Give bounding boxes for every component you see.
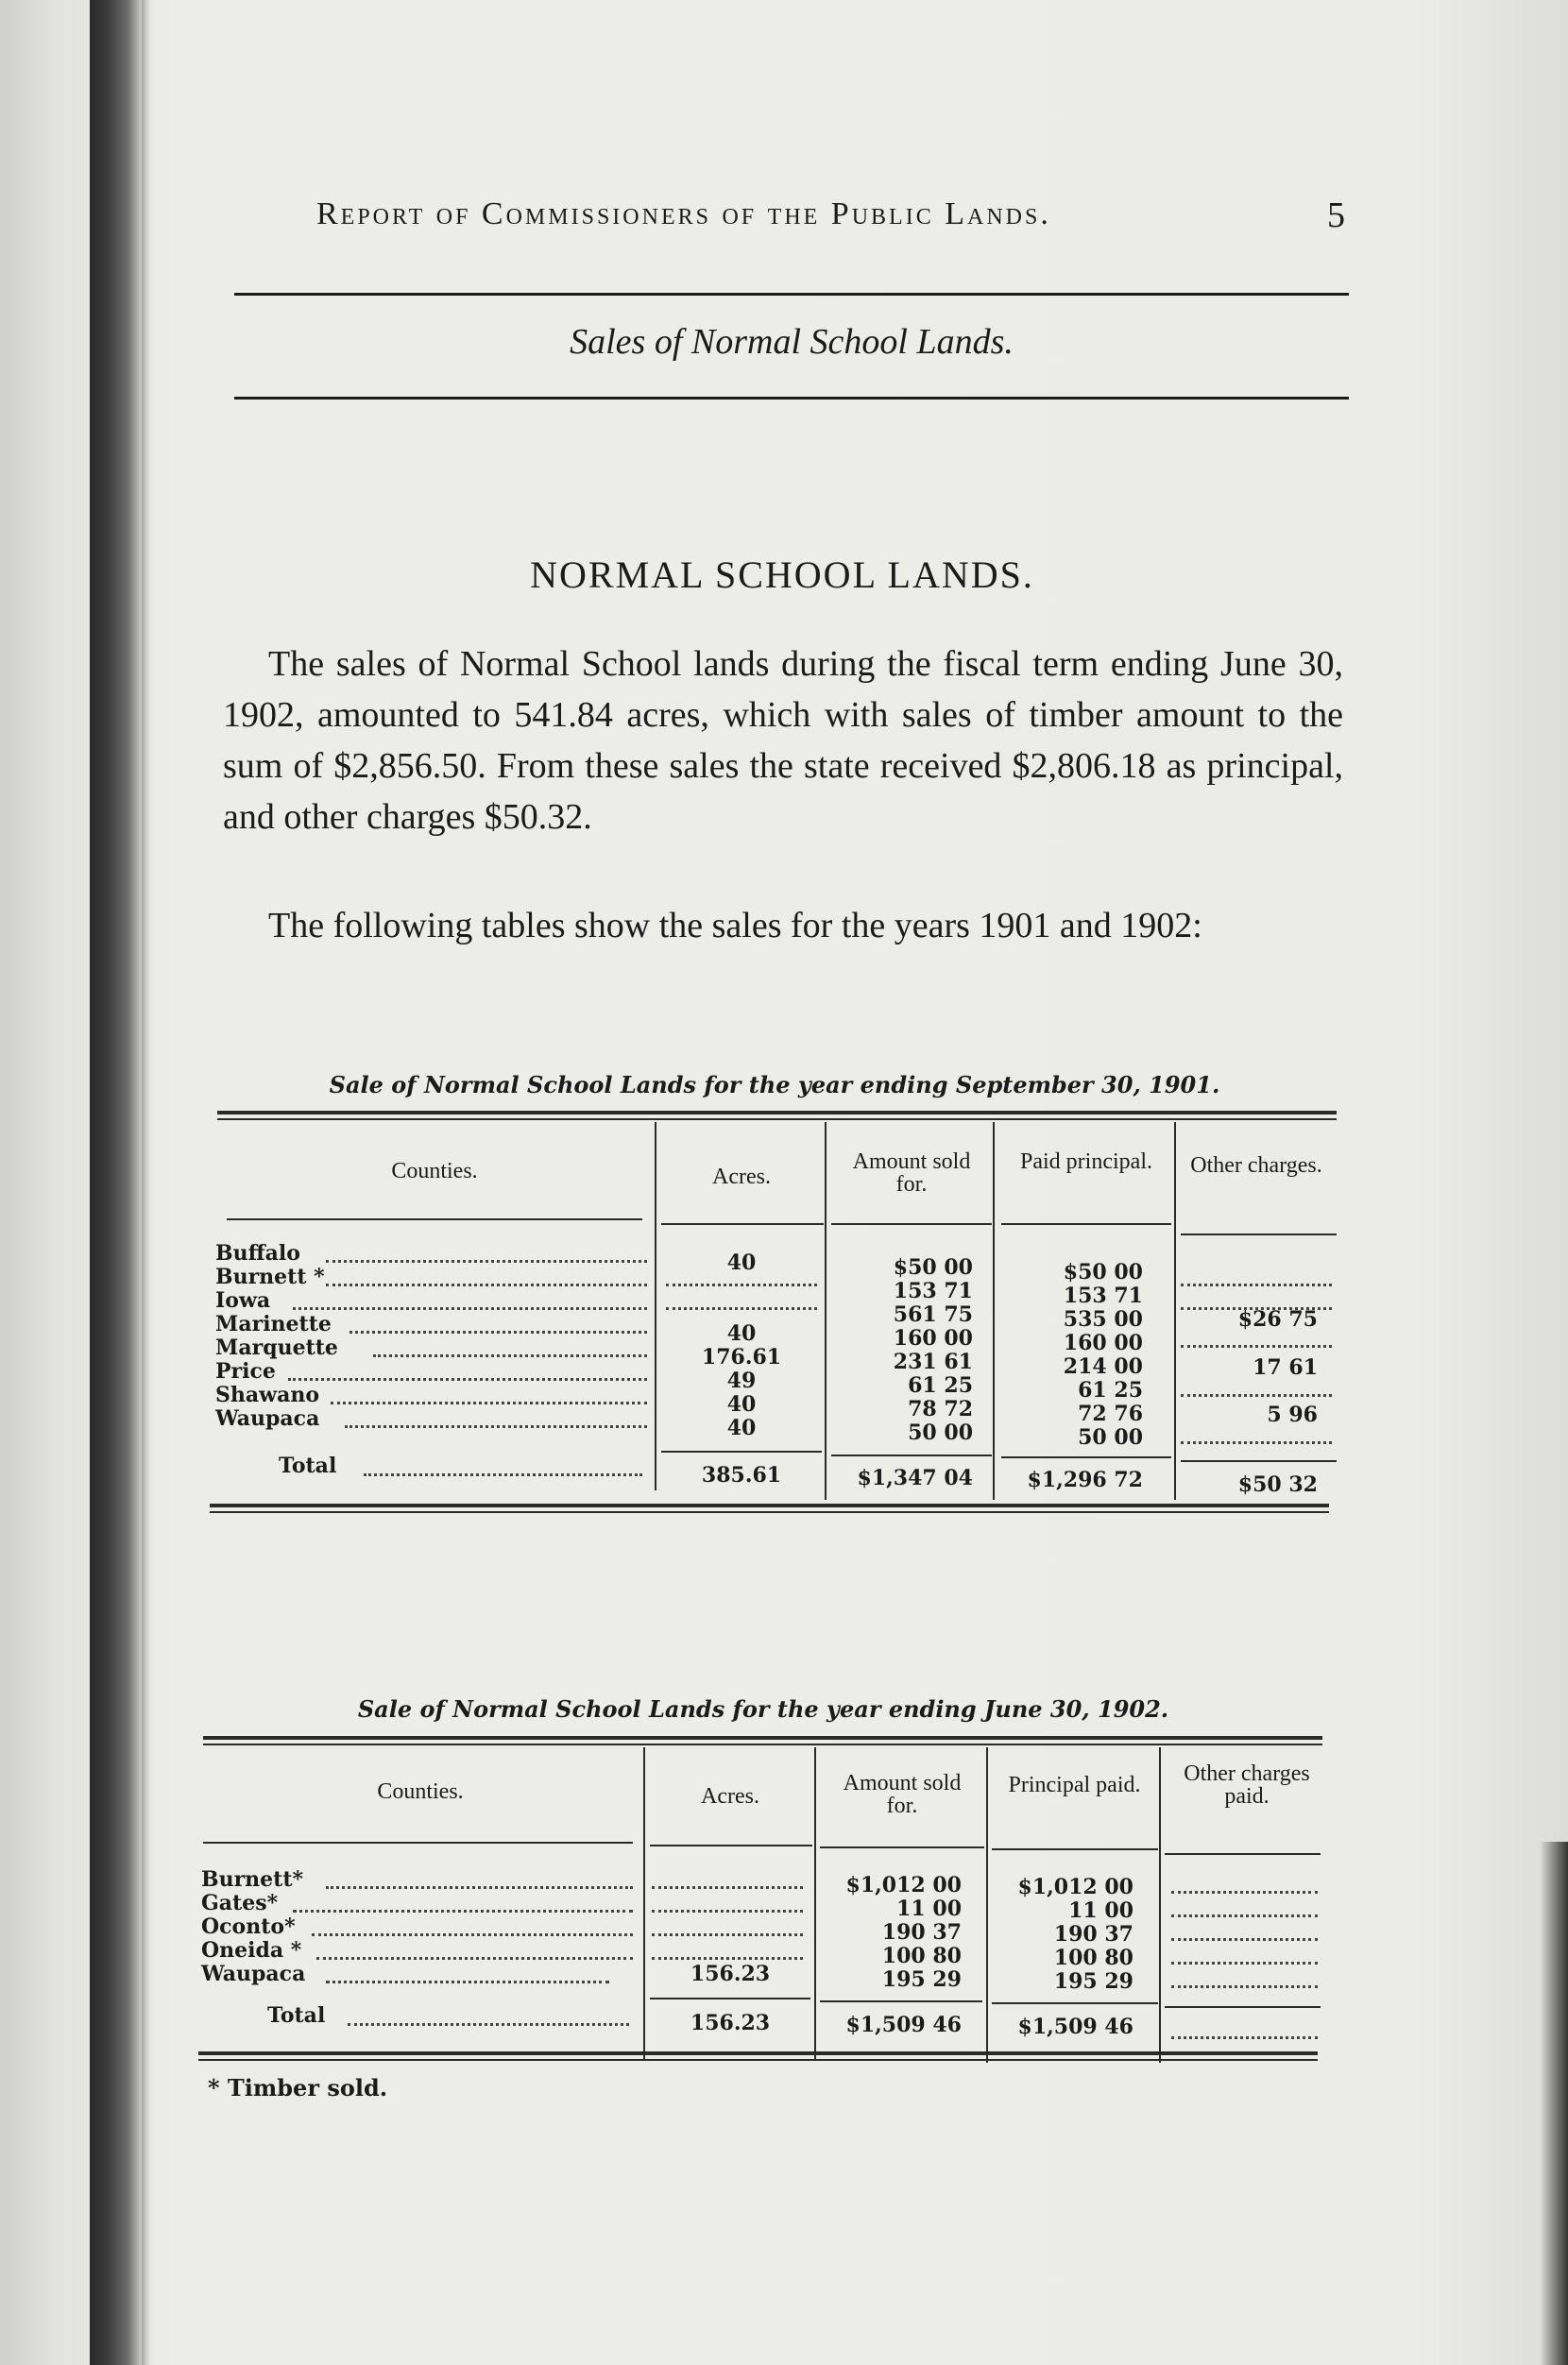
t2-amount-cell: $1,012 00 xyxy=(845,1873,962,1897)
t2-paid-cell: 100 80 xyxy=(1053,1946,1133,1970)
t1-acres-cell: 40 xyxy=(726,1392,757,1417)
t2-header-other: Other charges paid. xyxy=(1184,1761,1310,1809)
paragraph-sales-summary: The sales of Normal School lands during the fiscal term ending June 30, 1902, amounted to 541.84 acres, which with sales of timber amount to the sum of $2,856.50. From these sales the state received $2,806.18 as principal, and other charges $50.32. xyxy=(223,644,1343,837)
t2-total-acres: 156.23 xyxy=(690,2011,771,2035)
t2-amount-cell: 11 00 xyxy=(896,1897,962,1921)
t1-row-county: Marquette xyxy=(215,1336,338,1360)
page-heading: NORMAL SCHOOL LANDS. xyxy=(530,553,1034,596)
t1-total-amount: $1,347 04 xyxy=(857,1466,973,1490)
t1-paid-cell: 61 25 xyxy=(1078,1378,1143,1403)
t1-paid-cell: 72 76 xyxy=(1078,1402,1143,1426)
t2-header-counties: Counties. xyxy=(377,1779,464,1804)
t2-total-label: Total xyxy=(267,2003,326,2028)
running-head: Report of Commissioners of the Public Lands. xyxy=(316,196,1051,231)
t1-other-cell: 17 61 xyxy=(1253,1355,1318,1380)
t1-header-counties: Counties. xyxy=(391,1159,478,1183)
t1-other-cell: 5 96 xyxy=(1267,1403,1318,1427)
t1-header-amount: Amount sold for. xyxy=(852,1149,971,1197)
t1-row-county: Burnett * xyxy=(215,1265,325,1289)
t1-paid-cell: $50 00 xyxy=(1063,1260,1143,1285)
t1-paid-cell: 160 00 xyxy=(1063,1331,1143,1355)
t1-amount-cell: 231 61 xyxy=(893,1350,973,1374)
t2-header-amount: Amount sold for. xyxy=(843,1771,962,1818)
t1-amount-cell: 78 72 xyxy=(908,1397,973,1421)
t1-paid-cell: 50 00 xyxy=(1078,1425,1143,1450)
t2-amount-cell: 100 80 xyxy=(881,1944,962,1968)
t2-total-paid: $1,509 46 xyxy=(1017,2015,1133,2039)
t2-paid-cell: 195 29 xyxy=(1053,1969,1133,1994)
t1-amount-cell: 160 00 xyxy=(893,1326,973,1351)
t2-header-paid: Principal paid. xyxy=(1008,1773,1141,1797)
t1-other-cell: $26 75 xyxy=(1237,1307,1318,1332)
t1-paid-cell: 153 71 xyxy=(1063,1284,1143,1308)
t1-paid-cell: 535 00 xyxy=(1063,1307,1143,1332)
t1-amount-cell: 61 25 xyxy=(908,1373,973,1398)
t1-header-other: Other charges. xyxy=(1190,1153,1322,1178)
t1-row-county: Price xyxy=(215,1359,276,1384)
t1-acres-cell: 49 xyxy=(726,1369,757,1393)
paragraph-tables-intro: The following tables show the sales for the years 1901 and 1902: xyxy=(268,906,1202,945)
t1-paid-cell: 214 00 xyxy=(1063,1354,1143,1379)
t1-acres-cell: 40 xyxy=(726,1321,757,1346)
table1-caption: Sale of Normal School Lands for the year ending September 30, 1901. xyxy=(329,1071,1220,1098)
t1-amount-cell: $50 00 xyxy=(893,1255,973,1280)
t2-paid-cell: 11 00 xyxy=(1068,1898,1133,1923)
t1-total-acres: 385.61 xyxy=(701,1463,782,1488)
t1-total-other: $50 32 xyxy=(1237,1472,1318,1497)
table2-caption: Sale of Normal School Lands for the year ending June 30, 1902. xyxy=(357,1695,1169,1723)
t2-row-county: Gates* xyxy=(201,1891,279,1915)
t1-amount-cell: 561 75 xyxy=(893,1302,973,1327)
t1-row-county: Shawano xyxy=(215,1383,319,1407)
t2-amount-cell: 195 29 xyxy=(881,1967,962,1992)
footnote: * Timber sold. xyxy=(208,2074,388,2101)
t2-row-county: Waupaca xyxy=(201,1962,306,1986)
t1-header-acres: Acres. xyxy=(712,1165,771,1189)
t2-total-amount: $1,509 46 xyxy=(845,2013,962,2037)
t2-paid-cell: $1,012 00 xyxy=(1017,1875,1133,1899)
t2-row-county: Oconto* xyxy=(201,1914,296,1939)
t2-amount-cell: 190 37 xyxy=(881,1920,962,1945)
t1-row-county: Marinette xyxy=(215,1312,332,1336)
section-title: Sales of Normal School Lands. xyxy=(570,322,1014,362)
t2-paid-cell: 190 37 xyxy=(1053,1922,1133,1947)
t1-acres-cell: 176.61 xyxy=(701,1345,782,1370)
t1-amount-cell: 50 00 xyxy=(908,1421,973,1445)
t1-total-paid: $1,296 72 xyxy=(1027,1468,1143,1492)
t1-acres-cell: 40 xyxy=(726,1416,757,1440)
t1-header-paid: Paid principal. xyxy=(1020,1149,1152,1174)
t2-acres-cell: 156.23 xyxy=(690,1962,771,1986)
page-number: 5 xyxy=(1327,196,1345,235)
t1-row-county: Iowa xyxy=(215,1288,271,1313)
t2-header-acres: Acres. xyxy=(701,1784,759,1809)
t1-acres-cell: 40 xyxy=(726,1251,757,1275)
t1-row-county: Buffalo xyxy=(215,1241,300,1266)
t2-row-county: Oneida * xyxy=(201,1938,302,1963)
t1-amount-cell: 153 71 xyxy=(893,1279,973,1303)
t1-row-county: Waupaca xyxy=(215,1406,320,1431)
t2-row-county: Burnett* xyxy=(201,1867,304,1892)
t1-total-label: Total xyxy=(279,1454,337,1478)
